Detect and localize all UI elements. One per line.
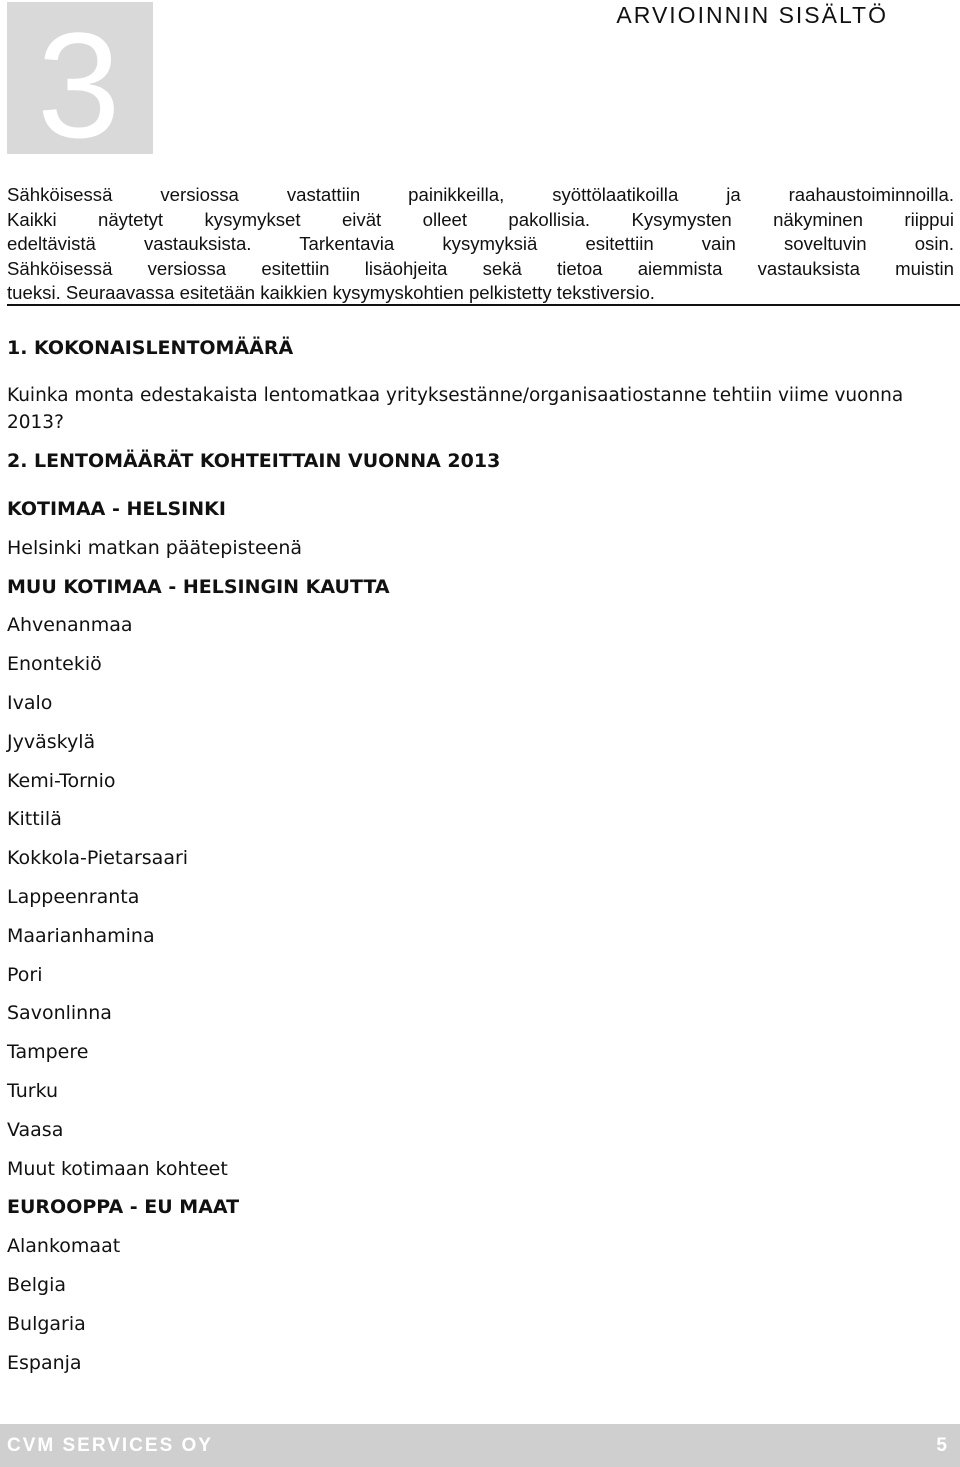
list-item: Lappeenranta: [7, 885, 140, 908]
section-heading-lentomaarat: 2. LENTOMÄÄRÄT KOHTEITTAIN VUONNA 2013: [7, 450, 501, 472]
chapter-title: ARVIOINNIN SISÄLTÖ: [616, 2, 888, 28]
list-group-heading: EUROOPPA - EU MAAT: [7, 1196, 240, 1219]
list-item: Espanja: [7, 1351, 82, 1374]
list-item: Kokkola-Pietarsaari: [7, 847, 189, 870]
intro-line: tueksi. Seuraavassa esitetään kaikkien kysymyskohtien pelkistetty tekstiversio.: [7, 282, 655, 304]
chapter-number-box: [7, 2, 153, 154]
chapter-number: 3: [37, 2, 121, 154]
page-number: 5: [936, 1435, 947, 1456]
list-item: Helsinki matkan päätepisteenä: [7, 536, 303, 559]
list-item: Pori: [7, 963, 43, 986]
list-item: Maarianhamina: [7, 924, 155, 947]
list-item: Kittilä: [7, 808, 62, 831]
list-item: Turku: [7, 1079, 59, 1102]
list-item: Muut kotimaan kohteet: [7, 1157, 228, 1180]
list-item: Belgia: [7, 1273, 66, 1296]
list-item: Kemi-Tornio: [7, 769, 116, 792]
footer-company-name: CVM SERVICES OY: [7, 1435, 213, 1456]
intro-paragraph: [7, 183, 954, 306]
intro-line: edeltävistä vastauksista. Tarkentavia kysymyksiä esitettiin vain soveltuvin osin.: [7, 233, 954, 255]
list-item: Bulgaria: [7, 1312, 86, 1335]
horizontal-rule: [7, 304, 960, 306]
list-item: Enontekiö: [7, 653, 102, 676]
question-text: Kuinka monta edestakaista lentomatkaa yrityksestänne/organisaatiostanne tehtiin viime vuonna 2013?: [7, 385, 904, 433]
intro-line: Sähköisessä versiossa esitettiin lisäohjeita sekä tietoa aiemmista vastauksista muistin: [7, 257, 954, 279]
intro-line: Kaikki näytetyt kysymykset eivät olleet pakollisia. Kysymysten näkyminen riippui: [7, 208, 954, 230]
intro-line: Sähköisessä versiossa vastattiin painikkeilla, syöttölaatikoilla ja raahaustoiminnoilla.: [7, 184, 954, 205]
list-item: Savonlinna: [7, 1002, 112, 1025]
list-item: Vaasa: [7, 1118, 64, 1141]
list-item: Alankomaat: [7, 1235, 121, 1258]
section-heading-kokonaislentomaara: 1. KOKONAISLENTOMÄÄRÄ: [7, 337, 294, 359]
list-item: Jyväskylä: [7, 730, 96, 753]
destination-list: [7, 492, 390, 1384]
list-item: Ivalo: [7, 691, 53, 714]
list-group-heading: MUU KOTIMAA - HELSINGIN KAUTTA: [7, 575, 390, 598]
list-item: Ahvenanmaa: [7, 614, 133, 637]
list-item: Tampere: [7, 1041, 89, 1064]
list-group-heading: KOTIMAA - HELSINKI: [7, 498, 226, 520]
